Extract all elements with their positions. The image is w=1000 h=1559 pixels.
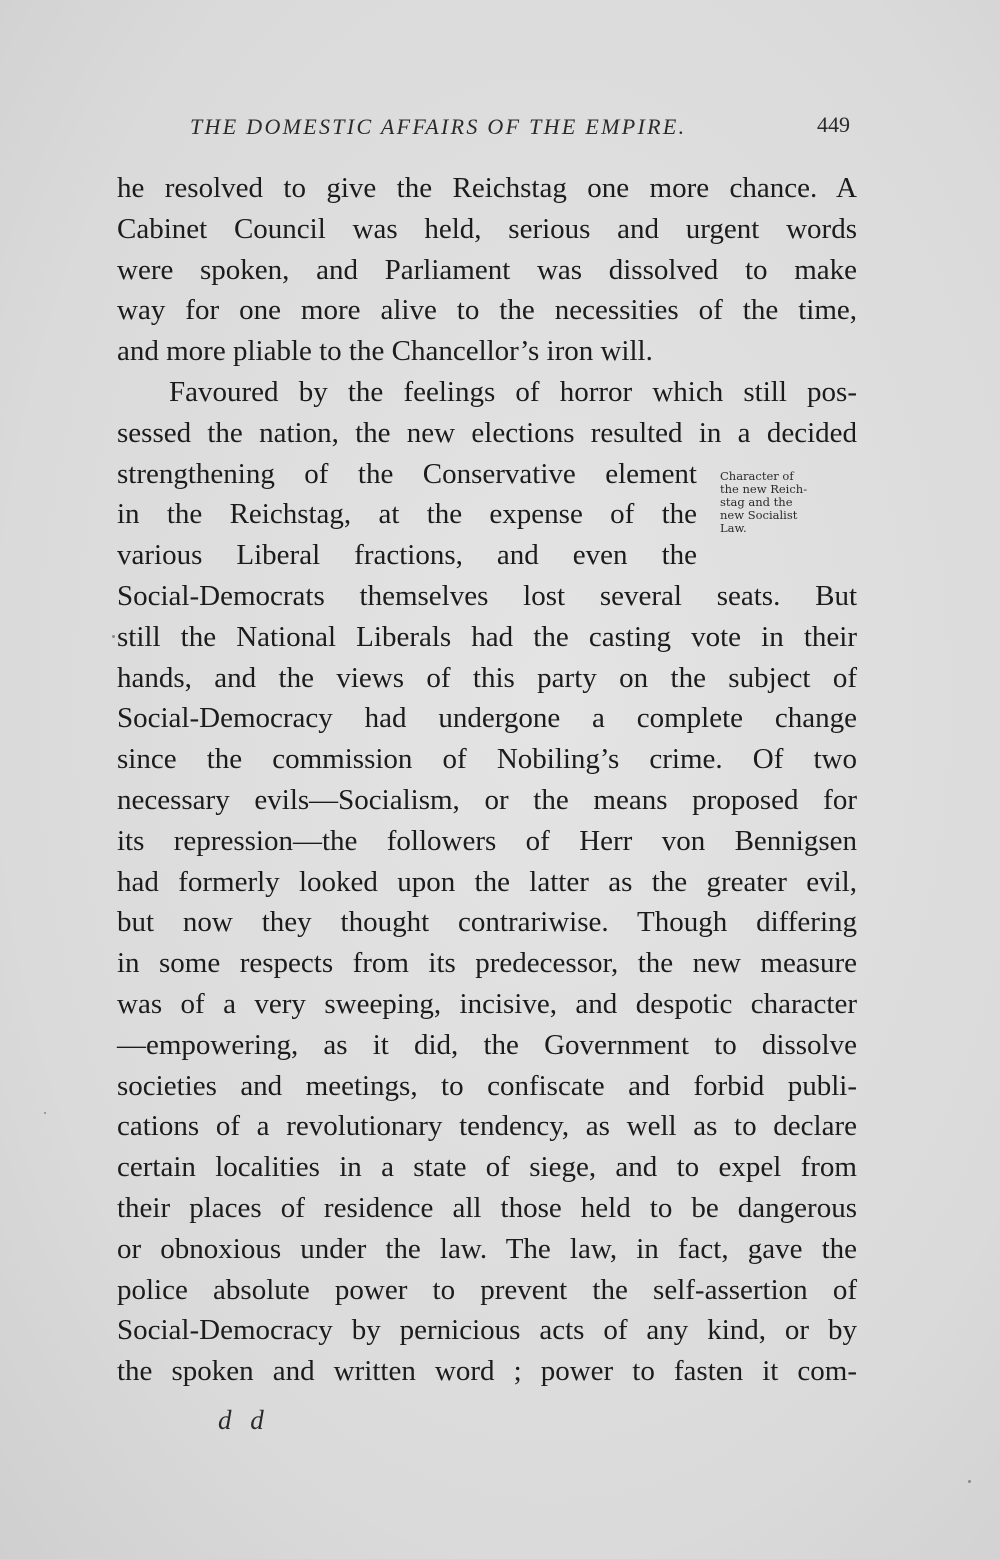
paper-speck	[112, 635, 115, 638]
text-line-3: were spoken, and Parliament was dissolved to make	[117, 253, 857, 286]
text-line-12: still the National Liberals had the casting vote in their	[117, 620, 857, 653]
text-line-2: Cabinet Council was held, serious and urgent words	[117, 212, 857, 245]
text-line-24: cations of a revolutionary tendency, as well as to declare	[117, 1110, 857, 1143]
text-line-9: in the Reichstag, at the expense of the	[117, 498, 697, 531]
sidenote-line-3: stag and the	[720, 495, 793, 509]
text-line-13: hands, and the views of this party on the subject of	[117, 661, 857, 694]
page-number: 449	[817, 112, 850, 137]
sidenote-line-5: Law.	[720, 521, 747, 535]
text-line-19: but now they thought contrariwise. Though differing	[117, 906, 857, 939]
sidenote-line-4: new Socialist	[720, 508, 798, 522]
text-line-7: sessed the nation, the new elections resulted in a decided	[117, 416, 857, 449]
text-line-5: and more pliable to the Chancellor’s iron will.	[117, 335, 653, 368]
marginal-sidenote	[720, 470, 850, 535]
text-line-30: the spoken and written word ; power to fasten it com-	[117, 1355, 857, 1388]
text-line-11: Social-Democrats themselves lost several seats. But	[117, 579, 857, 612]
running-title: THE DOMESTIC AFFAIRS OF THE EMPIRE.	[190, 114, 687, 139]
text-line-10: various Liberal fractions, and even the	[117, 539, 697, 572]
paper-speck	[968, 1480, 971, 1483]
text-line-1: he resolved to give the Reichstag one more chance. A	[117, 172, 857, 204]
signature-mark: d d	[218, 1405, 270, 1435]
text-line-8: strengthening of the Conservative element	[117, 457, 697, 490]
text-line-29: Social-Democracy by pernicious acts of any kind, or by	[117, 1314, 857, 1347]
text-line-27: or obnoxious under the law. The law, in fact, gave the	[117, 1232, 857, 1265]
sidenote-line-2: the new Reich-	[720, 482, 808, 496]
body-text	[117, 168, 857, 1392]
text-line-4: way for one more alive to the necessities of the time,	[117, 294, 857, 327]
text-line-25: certain localities in a state of siege, and to expel from	[117, 1151, 857, 1184]
paper-speck	[44, 1112, 46, 1114]
running-head	[0, 114, 1000, 150]
text-line-22: —empowering, as it did, the Government to dissolve	[117, 1028, 857, 1061]
text-line-20: in some respects from its predecessor, the new measure	[117, 947, 857, 980]
text-line-14: Social-Democracy had undergone a complete change	[117, 702, 857, 735]
text-line-15: since the commission of Nobiling’s crime. Of two	[117, 743, 857, 776]
text-line-26: their places of residence all those held to be dangerous	[117, 1191, 857, 1224]
text-line-28: police absolute power to prevent the self-assertion of	[117, 1273, 857, 1306]
text-line-16: necessary evils—Socialism, or the means proposed for	[117, 783, 857, 816]
text-line-18: had formerly looked upon the latter as the greater evil,	[117, 865, 857, 898]
text-line-23: societies and meetings, to confiscate and forbid publi-	[117, 1069, 857, 1102]
text-line-21: was of a very sweeping, incisive, and despotic character	[117, 987, 857, 1020]
text-line-17: its repression—the followers of Herr von Bennigsen	[117, 824, 857, 857]
sidenote-line-1: Character of	[720, 469, 794, 483]
text-line-6: Favoured by the feelings of horror which still pos-	[169, 375, 857, 408]
